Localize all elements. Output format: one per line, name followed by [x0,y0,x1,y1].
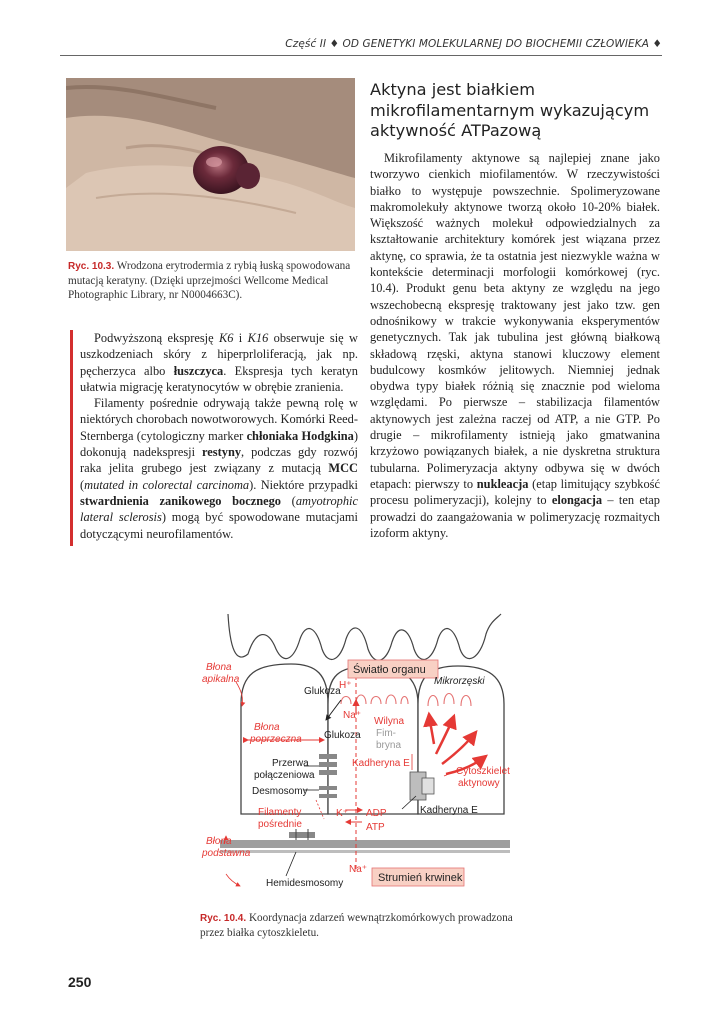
header-rule [60,55,662,56]
label-atp: ATP [366,822,385,833]
figure-10-3-photo [66,78,355,251]
label-filamenty-2: pośrednie [258,819,302,830]
label-blona-podstawna-2: podstawna [202,848,251,859]
figure-10-3-caption [68,259,358,302]
label-mikrorzeski: Mikrorzęski [434,676,485,687]
label-kadheryna-red: Kadheryna E [352,758,410,769]
label-cytoszkielet-1: Cytoszkielet [456,766,510,777]
caption-text: Koordynacja zdarzeń wewnątrzkomórkowych prowadzona przez białka cytoszkieletu. [200,912,513,939]
label-swiatlo-organu: Światło organu [353,664,426,676]
label-filamenty-1: Filamenty [258,807,302,818]
label-desmosomy: Desmosomy [252,786,308,797]
label-blona-apikalna-1: Błona [206,662,232,673]
figure-10-4-diagram [196,604,533,904]
label-adp: ADP [366,808,387,819]
paragraph: Podwyższoną ekspresję K6 i K16 obserwuje się w uszkodzeniach skóry z hiperprloliferacją, jak np. pęcherzyca albo łuszczyca. Ekspresja tych keratyn ułatwia migrację keratynocytów w obrębie zranienia. [80,331,358,394]
label-blona-apikalna-2: apikalna [202,674,240,685]
figure-label: Ryc. 10.3. [68,261,115,272]
label-wilyna: Wilyna [374,716,405,727]
label-przerwa-2: połączeniowa [254,770,315,781]
cell-diagram [196,604,533,904]
label-strumien-krwinek: Strumień krwinek [378,872,463,884]
label-fimbryna-1: Fim- [376,728,396,739]
label-fimbryna-2: bryna [376,740,402,751]
label-glukoza-top: Glukoza [304,686,341,697]
section-heading: Aktyna jest białkiem mikrofilamentarnym wykazującym aktywność ATPazową [370,80,650,140]
photo-illustration [66,78,355,251]
paragraph: Filamenty pośrednie odrywają także pewną rolę w niektórych chorobach nowotworowych. Komórki Reed-Sternberga (cytologiczny marker chłoniaka Hodgkina) dokonują nadekspresji restyny, podczas gdy rozwój raka jelita grubego jest związany z mutacją MCC (mutated in colorectal carcinoma). Niektóre przypadki stwardnienia zanikowego bocznego (amyotrophic lateral sclerosis) mogą być spowodowane mutacjami dotyczącymi neurofilamentów. [80,396,358,541]
label-blona-poprzeczna-2: poprzeczna [250,734,302,745]
label-cytoszkielet-2: aktynowy [458,778,500,789]
label-blona-podstawna-1: Błona [206,836,232,847]
label-glukoza-mid: Glukoza [324,730,361,741]
label-hemidesmosomy: Hemidesmosomy [266,878,344,889]
label-k-plus: K⁺ [336,808,348,819]
figure-label: Ryc. 10.4. [200,913,247,924]
caption-text: Wrodzona erytrodermia z rybią łuską spowodowana mutacją keratyny. (Dzięki uprzejmości Wellcome Medical Photographic Library, nr N0004663C). [68,260,351,301]
paragraph: Mikrofilamenty aktynowe są najlepiej znane jako tworzywo cienkich miofilamentów. W rzeczywistości białko to występuje powszechnie. Spolimeryzowane makromolekuły aktynowe tworzą około 10-20% białek. Większość ważnych molekuł odpowiedzialnych za kształtowanie architektury komórek jest wiązana przez aktynę, co sprawia, że ta ostatnia jest niezwykle ważna w kontekście determinacji morfologii komórkowej (ryc. 10.4). Produkt genu beta aktyny ze względu na jego wszechobecną ekspresję traktowany jest jako tzw. gen odnośnikowy w trakcie wykonywania eksperymentów genetycznych. Tak jak tubulina jest główną białkową składową rzęski, aktyna stanowi kluczowy element budulcowy kosmków jelitowych. Niemniej jednak obydwa typy białek różnią się znacznie pod wieloma względami. Po pierwsze – stabilizacja filamentów aktynowych jest zależna raczej od ATP, a nie GTP. Po drugie – mikrofilamenty istnieją jako gmatwanina krzyżowo powiązanych białek, a nie dyskretna struktura tubularna. Polimeryzacja aktyny odbywa się w dwóch etapach: pierwszy to nukleacja (etap limitujący szybkość procesu polimeryzacji), kolejny to elongacja – ten etap prowadzi do zaangażowania w polimeryzację rozmaitych izoform aktyny. [370,151,660,540]
label-kadheryna-black: Kadheryna E [420,805,478,816]
label-na-bottom: Na⁺ [349,864,368,875]
label-na-top: Na⁺ [343,710,362,721]
label-przerwa-1: Przerwa [272,758,309,769]
running-header: Część II ♦ OD GENETYKI MOLEKULARNEJ DO BIOCHEMII CZŁOWIEKA ♦ [285,38,662,50]
page-number: 250 [68,974,92,990]
margin-bar [70,330,73,546]
label-h-plus: H⁺ [339,680,352,691]
label-blona-poprzeczna-1: Błona [254,722,280,733]
right-column [370,150,660,541]
left-column [80,330,358,542]
figure-10-4-caption [200,911,530,940]
